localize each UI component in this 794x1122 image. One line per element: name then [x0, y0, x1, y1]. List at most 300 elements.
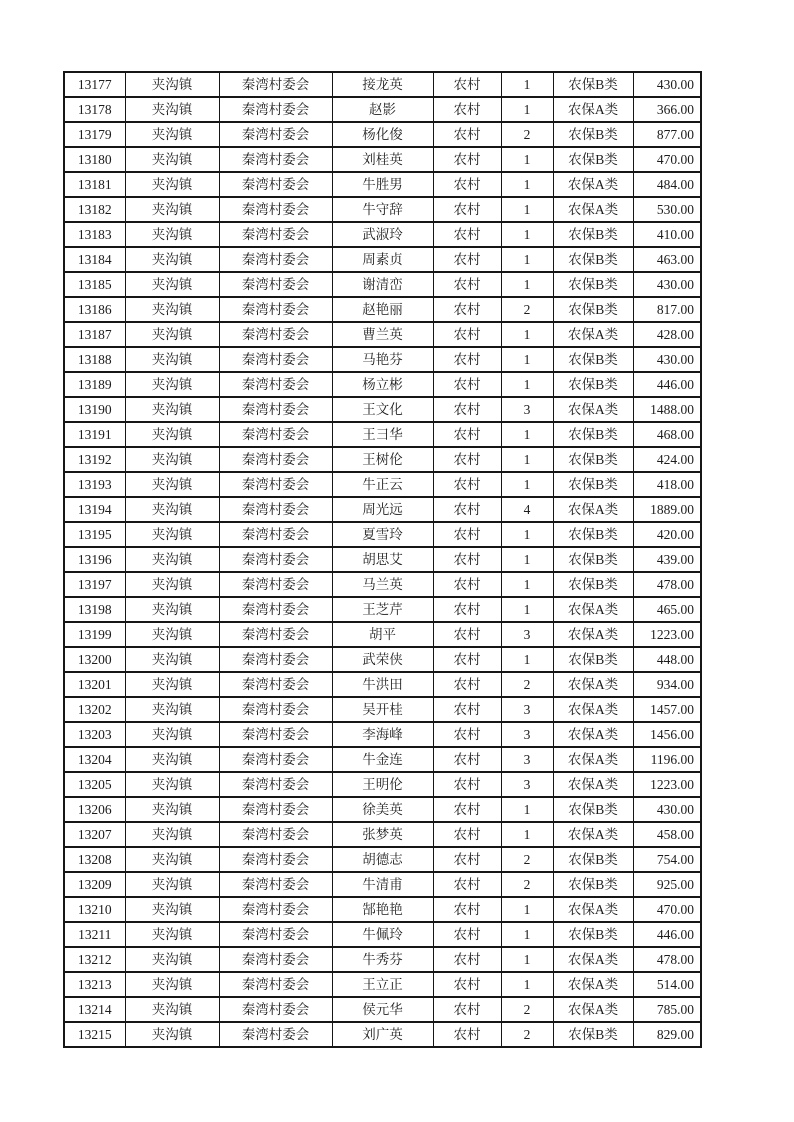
cell-amount: 1456.00 — [633, 722, 701, 747]
cell-village: 秦湾村委会 — [219, 922, 332, 947]
cell-amount: 1196.00 — [633, 747, 701, 772]
cell-record-id: 13204 — [64, 747, 125, 772]
cell-person-name: 夏雪玲 — [332, 522, 433, 547]
cell-amount: 934.00 — [633, 672, 701, 697]
cell-record-id: 13184 — [64, 247, 125, 272]
cell-residence-type: 农村 — [433, 472, 501, 497]
cell-record-id: 13182 — [64, 197, 125, 222]
cell-village: 秦湾村委会 — [219, 697, 332, 722]
table-row — [64, 572, 701, 597]
cell-residence-type: 农村 — [433, 372, 501, 397]
cell-residence-type: 农村 — [433, 997, 501, 1022]
cell-amount: 1457.00 — [633, 697, 701, 722]
cell-town: 夹沟镇 — [125, 97, 219, 122]
cell-person-name: 王立正 — [332, 972, 433, 997]
cell-residence-type: 农村 — [433, 697, 501, 722]
cell-person-count: 1 — [501, 647, 553, 672]
table-row — [64, 922, 701, 947]
cell-amount: 514.00 — [633, 972, 701, 997]
cell-person-name: 周素贞 — [332, 247, 433, 272]
table-row — [64, 797, 701, 822]
cell-record-id: 13209 — [64, 872, 125, 897]
cell-insurance-category: 农保A类 — [553, 772, 633, 797]
cell-town: 夹沟镇 — [125, 447, 219, 472]
cell-village: 秦湾村委会 — [219, 647, 332, 672]
cell-village: 秦湾村委会 — [219, 1022, 332, 1047]
cell-person-name: 胡平 — [332, 622, 433, 647]
table-row — [64, 72, 701, 97]
cell-insurance-category: 农保A类 — [553, 172, 633, 197]
cell-person-count: 2 — [501, 1022, 553, 1047]
table-row — [64, 947, 701, 972]
cell-village: 秦湾村委会 — [219, 497, 332, 522]
cell-amount: 410.00 — [633, 222, 701, 247]
cell-village: 秦湾村委会 — [219, 847, 332, 872]
cell-insurance-category: 农保B类 — [553, 547, 633, 572]
cell-town: 夹沟镇 — [125, 72, 219, 97]
cell-insurance-category: 农保A类 — [553, 972, 633, 997]
cell-record-id: 13191 — [64, 422, 125, 447]
table-row — [64, 872, 701, 897]
cell-person-name: 吴开桂 — [332, 697, 433, 722]
table-row — [64, 822, 701, 847]
cell-village: 秦湾村委会 — [219, 397, 332, 422]
cell-town: 夹沟镇 — [125, 272, 219, 297]
cell-record-id: 13189 — [64, 372, 125, 397]
cell-record-id: 13208 — [64, 847, 125, 872]
cell-town: 夹沟镇 — [125, 572, 219, 597]
cell-town: 夹沟镇 — [125, 222, 219, 247]
cell-village: 秦湾村委会 — [219, 172, 332, 197]
cell-record-id: 13196 — [64, 547, 125, 572]
cell-village: 秦湾村委会 — [219, 722, 332, 747]
cell-person-count: 1 — [501, 322, 553, 347]
cell-town: 夹沟镇 — [125, 597, 219, 622]
cell-record-id: 13200 — [64, 647, 125, 672]
cell-town: 夹沟镇 — [125, 822, 219, 847]
cell-residence-type: 农村 — [433, 197, 501, 222]
cell-person-name: 徐美英 — [332, 797, 433, 822]
cell-record-id: 13211 — [64, 922, 125, 947]
cell-person-name: 马艳芬 — [332, 347, 433, 372]
cell-town: 夹沟镇 — [125, 422, 219, 447]
cell-amount: 448.00 — [633, 647, 701, 672]
cell-record-id: 13190 — [64, 397, 125, 422]
cell-person-name: 牛胜男 — [332, 172, 433, 197]
cell-residence-type: 农村 — [433, 897, 501, 922]
cell-person-name: 郜艳艳 — [332, 897, 433, 922]
cell-person-count: 1 — [501, 372, 553, 397]
cell-town: 夹沟镇 — [125, 397, 219, 422]
cell-record-id: 13185 — [64, 272, 125, 297]
cell-town: 夹沟镇 — [125, 297, 219, 322]
cell-insurance-category: 农保A类 — [553, 397, 633, 422]
cell-amount: 428.00 — [633, 322, 701, 347]
cell-person-count: 1 — [501, 422, 553, 447]
cell-person-name: 牛佩玲 — [332, 922, 433, 947]
cell-town: 夹沟镇 — [125, 122, 219, 147]
cell-insurance-category: 农保A类 — [553, 322, 633, 347]
cell-record-id: 13192 — [64, 447, 125, 472]
cell-record-id: 13207 — [64, 822, 125, 847]
table-row — [64, 1022, 701, 1047]
cell-record-id: 13202 — [64, 697, 125, 722]
table-row — [64, 147, 701, 172]
cell-town: 夹沟镇 — [125, 922, 219, 947]
cell-record-id: 13215 — [64, 1022, 125, 1047]
cell-residence-type: 农村 — [433, 972, 501, 997]
cell-residence-type: 农村 — [433, 647, 501, 672]
payment-table — [63, 71, 702, 1048]
cell-town: 夹沟镇 — [125, 997, 219, 1022]
cell-person-name: 杨化俊 — [332, 122, 433, 147]
cell-town: 夹沟镇 — [125, 772, 219, 797]
cell-amount: 754.00 — [633, 847, 701, 872]
cell-record-id: 13212 — [64, 947, 125, 972]
cell-record-id: 13210 — [64, 897, 125, 922]
cell-amount: 430.00 — [633, 347, 701, 372]
cell-residence-type: 农村 — [433, 847, 501, 872]
cell-town: 夹沟镇 — [125, 672, 219, 697]
cell-town: 夹沟镇 — [125, 322, 219, 347]
cell-person-count: 1 — [501, 272, 553, 297]
cell-town: 夹沟镇 — [125, 647, 219, 672]
cell-town: 夹沟镇 — [125, 147, 219, 172]
cell-person-name: 牛正云 — [332, 472, 433, 497]
cell-residence-type: 农村 — [433, 147, 501, 172]
cell-insurance-category: 农保B类 — [553, 522, 633, 547]
cell-person-count: 3 — [501, 747, 553, 772]
cell-residence-type: 农村 — [433, 872, 501, 897]
cell-person-name: 王芝芹 — [332, 597, 433, 622]
cell-amount: 925.00 — [633, 872, 701, 897]
cell-village: 秦湾村委会 — [219, 747, 332, 772]
table-row — [64, 597, 701, 622]
cell-insurance-category: 农保B类 — [553, 422, 633, 447]
cell-residence-type: 农村 — [433, 597, 501, 622]
cell-amount: 468.00 — [633, 422, 701, 447]
cell-person-count: 4 — [501, 497, 553, 522]
cell-amount: 478.00 — [633, 572, 701, 597]
cell-insurance-category: 农保A类 — [553, 672, 633, 697]
cell-amount: 430.00 — [633, 272, 701, 297]
cell-village: 秦湾村委会 — [219, 197, 332, 222]
cell-person-name: 周光远 — [332, 497, 433, 522]
cell-record-id: 13199 — [64, 622, 125, 647]
cell-town: 夹沟镇 — [125, 847, 219, 872]
cell-amount: 1889.00 — [633, 497, 701, 522]
cell-residence-type: 农村 — [433, 397, 501, 422]
cell-record-id: 13187 — [64, 322, 125, 347]
cell-amount: 446.00 — [633, 372, 701, 397]
table-row — [64, 172, 701, 197]
cell-village: 秦湾村委会 — [219, 997, 332, 1022]
cell-residence-type: 农村 — [433, 172, 501, 197]
cell-residence-type: 农村 — [433, 747, 501, 772]
cell-record-id: 13186 — [64, 297, 125, 322]
cell-person-count: 2 — [501, 872, 553, 897]
cell-village: 秦湾村委会 — [219, 672, 332, 697]
cell-person-name: 刘桂英 — [332, 147, 433, 172]
cell-person-name: 李海峰 — [332, 722, 433, 747]
cell-residence-type: 农村 — [433, 247, 501, 272]
cell-person-count: 3 — [501, 722, 553, 747]
cell-record-id: 13195 — [64, 522, 125, 547]
cell-amount: 446.00 — [633, 922, 701, 947]
cell-town: 夹沟镇 — [125, 547, 219, 572]
table-row — [64, 97, 701, 122]
cell-residence-type: 农村 — [433, 672, 501, 697]
table-row — [64, 547, 701, 572]
cell-town: 夹沟镇 — [125, 747, 219, 772]
cell-person-count: 1 — [501, 97, 553, 122]
table-row — [64, 197, 701, 222]
cell-person-name: 王文化 — [332, 397, 433, 422]
cell-amount: 424.00 — [633, 447, 701, 472]
cell-town: 夹沟镇 — [125, 522, 219, 547]
cell-person-count: 2 — [501, 122, 553, 147]
cell-village: 秦湾村委会 — [219, 447, 332, 472]
cell-village: 秦湾村委会 — [219, 422, 332, 447]
cell-residence-type: 农村 — [433, 572, 501, 597]
cell-person-name: 曹兰英 — [332, 322, 433, 347]
cell-record-id: 13201 — [64, 672, 125, 697]
cell-person-count: 2 — [501, 997, 553, 1022]
cell-person-count: 1 — [501, 897, 553, 922]
cell-insurance-category: 农保B类 — [553, 647, 633, 672]
cell-village: 秦湾村委会 — [219, 522, 332, 547]
cell-residence-type: 农村 — [433, 122, 501, 147]
cell-person-count: 1 — [501, 972, 553, 997]
cell-record-id: 13206 — [64, 797, 125, 822]
cell-insurance-category: 农保B类 — [553, 847, 633, 872]
cell-person-name: 牛金连 — [332, 747, 433, 772]
cell-record-id: 13193 — [64, 472, 125, 497]
cell-person-count: 3 — [501, 622, 553, 647]
table-row — [64, 722, 701, 747]
cell-amount: 877.00 — [633, 122, 701, 147]
cell-person-name: 谢清峦 — [332, 272, 433, 297]
cell-village: 秦湾村委会 — [219, 947, 332, 972]
cell-village: 秦湾村委会 — [219, 872, 332, 897]
cell-insurance-category: 农保B类 — [553, 447, 633, 472]
cell-town: 夹沟镇 — [125, 897, 219, 922]
cell-person-name: 胡思艾 — [332, 547, 433, 572]
cell-amount: 465.00 — [633, 597, 701, 622]
cell-person-count: 3 — [501, 397, 553, 422]
cell-insurance-category: 农保A类 — [553, 947, 633, 972]
cell-record-id: 13194 — [64, 497, 125, 522]
cell-person-count: 1 — [501, 447, 553, 472]
cell-insurance-category: 农保B类 — [553, 372, 633, 397]
table-row — [64, 672, 701, 697]
cell-town: 夹沟镇 — [125, 197, 219, 222]
cell-village: 秦湾村委会 — [219, 597, 332, 622]
cell-residence-type: 农村 — [433, 297, 501, 322]
cell-amount: 1488.00 — [633, 397, 701, 422]
cell-village: 秦湾村委会 — [219, 622, 332, 647]
cell-person-count: 2 — [501, 297, 553, 322]
cell-person-count: 1 — [501, 947, 553, 972]
cell-person-name: 牛守辞 — [332, 197, 433, 222]
cell-residence-type: 农村 — [433, 947, 501, 972]
cell-person-name: 牛洪田 — [332, 672, 433, 697]
cell-person-count: 1 — [501, 472, 553, 497]
cell-person-name: 杨立彬 — [332, 372, 433, 397]
cell-record-id: 13181 — [64, 172, 125, 197]
cell-residence-type: 农村 — [433, 547, 501, 572]
cell-village: 秦湾村委会 — [219, 772, 332, 797]
cell-insurance-category: 农保A类 — [553, 197, 633, 222]
cell-record-id: 13177 — [64, 72, 125, 97]
cell-residence-type: 农村 — [433, 822, 501, 847]
cell-record-id: 13198 — [64, 597, 125, 622]
cell-village: 秦湾村委会 — [219, 147, 332, 172]
cell-person-name: 马兰英 — [332, 572, 433, 597]
table-row — [64, 972, 701, 997]
cell-record-id: 13178 — [64, 97, 125, 122]
cell-village: 秦湾村委会 — [219, 97, 332, 122]
cell-person-count: 1 — [501, 522, 553, 547]
cell-insurance-category: 农保A类 — [553, 622, 633, 647]
cell-village: 秦湾村委会 — [219, 822, 332, 847]
cell-record-id: 13213 — [64, 972, 125, 997]
cell-person-name: 王彐华 — [332, 422, 433, 447]
table-row — [64, 447, 701, 472]
cell-insurance-category: 农保B类 — [553, 297, 633, 322]
cell-village: 秦湾村委会 — [219, 247, 332, 272]
table-row — [64, 122, 701, 147]
cell-residence-type: 农村 — [433, 322, 501, 347]
cell-insurance-category: 农保A类 — [553, 697, 633, 722]
cell-record-id: 13214 — [64, 997, 125, 1022]
cell-person-count: 1 — [501, 72, 553, 97]
cell-residence-type: 农村 — [433, 797, 501, 822]
cell-residence-type: 农村 — [433, 97, 501, 122]
cell-insurance-category: 农保B类 — [553, 1022, 633, 1047]
cell-insurance-category: 农保B类 — [553, 872, 633, 897]
cell-residence-type: 农村 — [433, 272, 501, 297]
cell-person-name: 牛清甫 — [332, 872, 433, 897]
cell-insurance-category: 农保B类 — [553, 347, 633, 372]
cell-village: 秦湾村委会 — [219, 272, 332, 297]
table-row — [64, 747, 701, 772]
cell-record-id: 13203 — [64, 722, 125, 747]
cell-village: 秦湾村委会 — [219, 472, 332, 497]
cell-insurance-category: 农保B类 — [553, 72, 633, 97]
cell-village: 秦湾村委会 — [219, 897, 332, 922]
cell-insurance-category: 农保B类 — [553, 572, 633, 597]
cell-person-name: 刘广英 — [332, 1022, 433, 1047]
cell-record-id: 13180 — [64, 147, 125, 172]
cell-person-count: 1 — [501, 922, 553, 947]
cell-insurance-category: 农保B类 — [553, 922, 633, 947]
cell-person-count: 3 — [501, 772, 553, 797]
cell-insurance-category: 农保A类 — [553, 597, 633, 622]
cell-amount: 817.00 — [633, 297, 701, 322]
cell-town: 夹沟镇 — [125, 347, 219, 372]
table-row — [64, 372, 701, 397]
table-row — [64, 397, 701, 422]
table-row — [64, 697, 701, 722]
cell-amount: 418.00 — [633, 472, 701, 497]
cell-person-count: 1 — [501, 597, 553, 622]
cell-residence-type: 农村 — [433, 72, 501, 97]
table-row — [64, 472, 701, 497]
cell-amount: 478.00 — [633, 947, 701, 972]
cell-insurance-category: 农保B类 — [553, 272, 633, 297]
cell-amount: 439.00 — [633, 547, 701, 572]
cell-insurance-category: 农保B类 — [553, 472, 633, 497]
cell-town: 夹沟镇 — [125, 472, 219, 497]
cell-insurance-category: 农保B类 — [553, 797, 633, 822]
table-row — [64, 997, 701, 1022]
cell-person-name: 张梦英 — [332, 822, 433, 847]
cell-residence-type: 农村 — [433, 1022, 501, 1047]
cell-village: 秦湾村委会 — [219, 547, 332, 572]
cell-village: 秦湾村委会 — [219, 372, 332, 397]
cell-amount: 420.00 — [633, 522, 701, 547]
cell-amount: 366.00 — [633, 97, 701, 122]
cell-person-count: 1 — [501, 147, 553, 172]
cell-person-name: 武淑玲 — [332, 222, 433, 247]
cell-amount: 430.00 — [633, 797, 701, 822]
cell-village: 秦湾村委会 — [219, 797, 332, 822]
cell-person-name: 王明伦 — [332, 772, 433, 797]
cell-person-count: 1 — [501, 222, 553, 247]
cell-town: 夹沟镇 — [125, 972, 219, 997]
cell-amount: 484.00 — [633, 172, 701, 197]
cell-residence-type: 农村 — [433, 522, 501, 547]
cell-residence-type: 农村 — [433, 497, 501, 522]
cell-amount: 463.00 — [633, 247, 701, 272]
cell-town: 夹沟镇 — [125, 722, 219, 747]
cell-town: 夹沟镇 — [125, 872, 219, 897]
cell-residence-type: 农村 — [433, 422, 501, 447]
cell-amount: 1223.00 — [633, 772, 701, 797]
table-row — [64, 222, 701, 247]
cell-village: 秦湾村委会 — [219, 222, 332, 247]
table-row — [64, 772, 701, 797]
cell-person-count: 2 — [501, 672, 553, 697]
table-row — [64, 247, 701, 272]
cell-residence-type: 农村 — [433, 772, 501, 797]
cell-person-name: 武荣侠 — [332, 647, 433, 672]
cell-person-name: 牛秀芬 — [332, 947, 433, 972]
cell-person-count: 1 — [501, 247, 553, 272]
cell-insurance-category: 农保A类 — [553, 747, 633, 772]
cell-insurance-category: 农保A类 — [553, 722, 633, 747]
cell-person-count: 1 — [501, 822, 553, 847]
cell-insurance-category: 农保A类 — [553, 497, 633, 522]
payment-table-body — [64, 72, 701, 1047]
cell-amount: 470.00 — [633, 147, 701, 172]
cell-town: 夹沟镇 — [125, 372, 219, 397]
cell-record-id: 13197 — [64, 572, 125, 597]
table-row — [64, 322, 701, 347]
table-row — [64, 647, 701, 672]
table-row — [64, 347, 701, 372]
cell-village: 秦湾村委会 — [219, 322, 332, 347]
cell-amount: 785.00 — [633, 997, 701, 1022]
cell-person-count: 1 — [501, 797, 553, 822]
cell-person-count: 1 — [501, 172, 553, 197]
cell-person-name: 赵影 — [332, 97, 433, 122]
cell-person-name: 侯元华 — [332, 997, 433, 1022]
cell-village: 秦湾村委会 — [219, 572, 332, 597]
cell-record-id: 13188 — [64, 347, 125, 372]
cell-town: 夹沟镇 — [125, 622, 219, 647]
